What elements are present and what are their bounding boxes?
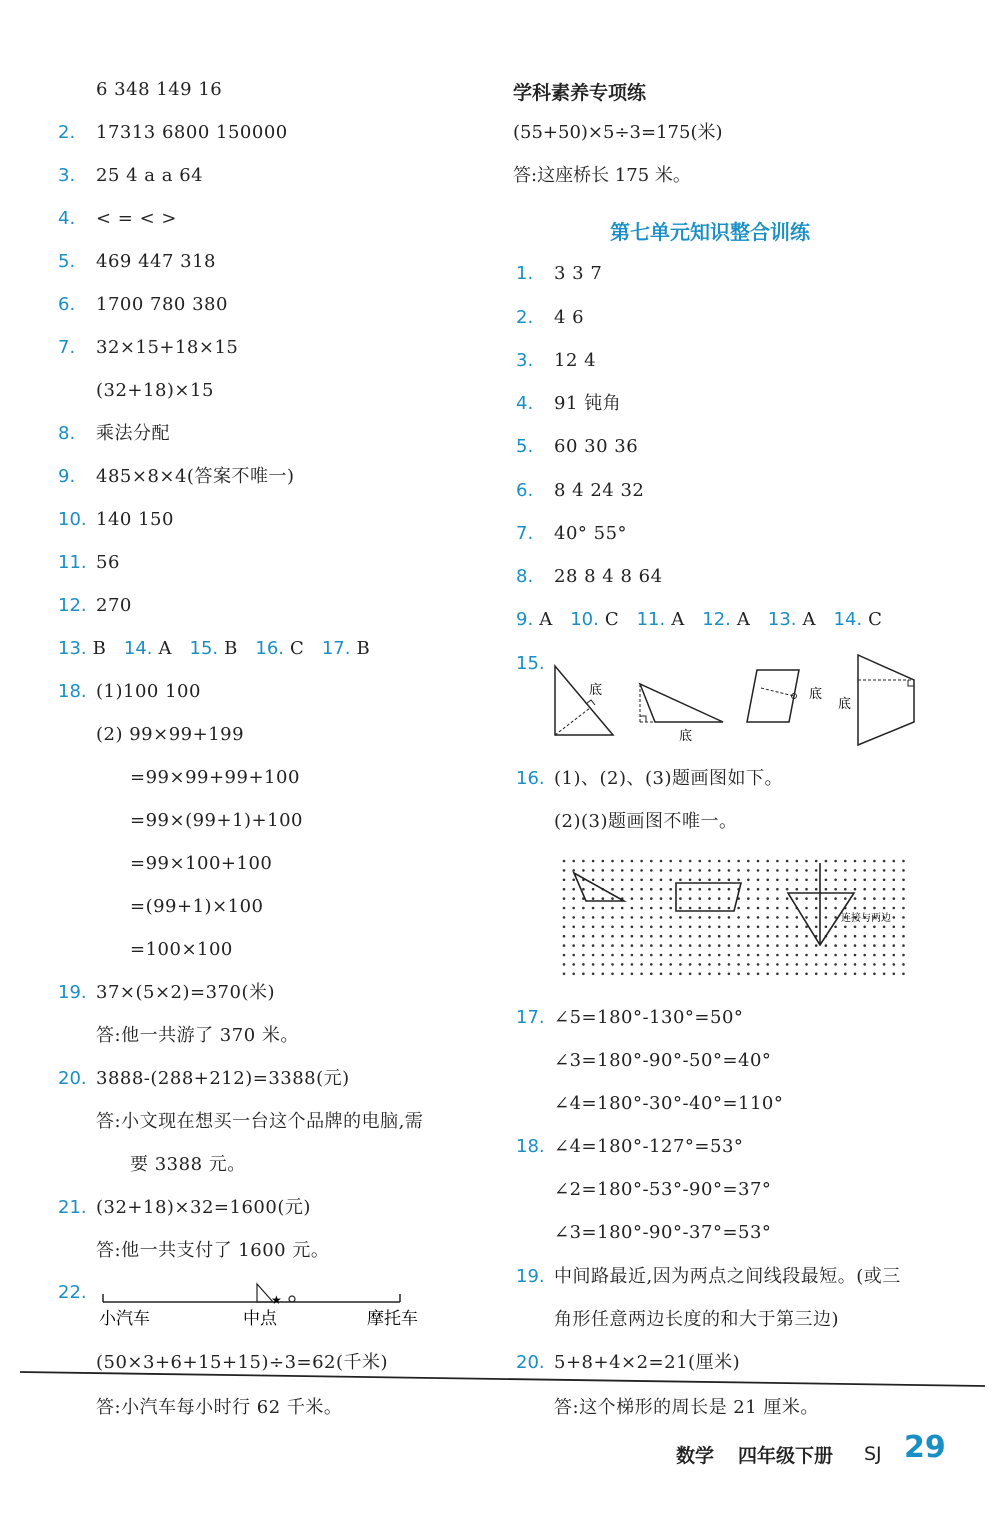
item-number: 3.: [58, 165, 76, 186]
svg-text:底: 底: [589, 683, 603, 698]
item-number: 11.: [58, 552, 87, 573]
answer-text: 60 30 36: [554, 436, 639, 457]
answer-text: =100×100: [130, 939, 233, 960]
answer-text: 25 4 a a 64: [96, 165, 204, 186]
answer-text: (2) 99×99+199: [96, 724, 245, 745]
item-number: 8.: [516, 566, 534, 587]
item-number: 18.: [516, 1136, 545, 1157]
item-number: 9.: [58, 466, 76, 487]
item-number: 18.: [58, 681, 87, 702]
left-answer-row: [58, 551, 120, 575]
item-number: 20.: [516, 1352, 545, 1373]
right-answer-row: [516, 1135, 743, 1159]
right-answer-row: [516, 767, 783, 791]
left-answer-row: [130, 852, 272, 876]
item-number: 19.: [58, 982, 87, 1003]
page-number: 29: [904, 1430, 946, 1465]
svg-text:底: 底: [809, 687, 823, 702]
item-number: 6.: [58, 294, 76, 315]
moto-label: 摩托车: [367, 1309, 418, 1329]
answer-text: (50×3+6+15+15)÷3=62(千米): [96, 1352, 389, 1373]
grid-note: 连接与两边: [841, 913, 891, 924]
answer-text: 469 447 318: [96, 251, 217, 272]
left-answer-row: [58, 207, 177, 231]
item-number: 8.: [58, 423, 76, 444]
section-title: 第七单元知识整合训练: [610, 220, 810, 244]
answer-text: 91 钝角: [554, 393, 622, 414]
footer-code: SJ: [864, 1443, 882, 1465]
left-answer-row: [58, 680, 201, 704]
left-answer-row: [58, 293, 228, 317]
right-answer-row: [516, 392, 621, 416]
right-answer-row: [516, 1308, 839, 1332]
mcq-item: 13. B: [58, 638, 106, 659]
right-answer-row: [516, 1092, 783, 1116]
answer-text: 要 3388 元。: [130, 1154, 246, 1175]
answer-text: 37×(5×2)=370(米): [96, 982, 276, 1003]
item-number: 19.: [516, 1266, 545, 1287]
answer-text: 角形任意两边长度的和大于第三边): [554, 1309, 840, 1330]
left-answer-row: [58, 1024, 299, 1048]
right-answer-row: [516, 810, 738, 834]
left-answer-row: [58, 1110, 423, 1134]
right-answer-row: [516, 1396, 819, 1420]
answer-text: 40° 55°: [554, 523, 628, 544]
right-top-row: 答:这座桥长 175 米。: [513, 165, 691, 186]
right-answer-row: [516, 1006, 743, 1030]
answer-text: 8 4 24 32: [554, 480, 645, 501]
item-number: 4.: [58, 208, 76, 229]
left-answer-row: [58, 121, 288, 145]
answer-text: 中间路最近,因为两点之间线段最短。(或三: [554, 1266, 901, 1287]
answer-text: 答:小汽车每小时行 62 千米。: [96, 1397, 343, 1418]
item-number: 5.: [58, 251, 76, 272]
right-answer-row: [516, 479, 644, 503]
star-icon: ★: [271, 1293, 282, 1307]
q22-number-line: [95, 1278, 435, 1338]
mcq-item: 14. A: [123, 638, 172, 659]
left-answer-row: [58, 422, 170, 446]
footer-grade: 四年级下册: [738, 1445, 834, 1467]
item-number: 16.: [516, 768, 545, 789]
answer-text: (1)、(2)、(3)题画图如下。: [554, 768, 783, 789]
item-number: 17.: [516, 1007, 545, 1028]
svg-text:底: 底: [838, 697, 852, 712]
mcq-item: 15. B: [189, 638, 238, 659]
item-number: 7.: [516, 523, 534, 544]
answer-text: =99×(99+1)+100: [130, 810, 303, 831]
answer-text: 3 3 7: [554, 263, 603, 284]
answer-text: 485×8×4(答案不唯一): [96, 466, 295, 487]
right-answer-row: [516, 522, 627, 546]
answer-text: 答:小文现在想买一台这个品牌的电脑,需: [96, 1111, 424, 1132]
answer-text: 乘法分配: [96, 423, 170, 444]
right-answer-row: [516, 262, 602, 286]
left-answer-row: [58, 1196, 311, 1220]
answer-text: 32×15+18×15: [96, 337, 239, 358]
answer-text: =(99+1)×100: [130, 896, 264, 917]
mcq-item: 12. A: [702, 609, 750, 630]
answer-text: ∠4=180°-30°-40°=110°: [554, 1093, 784, 1114]
answer-text: 5+8+4×2=21(厘米): [554, 1352, 741, 1373]
left-mcq-row: [58, 637, 388, 661]
answer-text: (32+18)×32=1600(元): [96, 1197, 311, 1218]
left-answer-row: [58, 1239, 329, 1263]
answer-text: 1700 780 380: [96, 294, 228, 315]
mcq-item: 11. A: [636, 609, 685, 630]
answer-text: 4 6: [554, 307, 585, 328]
left-answer-row: [58, 1396, 342, 1420]
q15-number: 15.: [516, 653, 545, 674]
answer-text: 12 4: [554, 350, 597, 371]
left-answer-row: [58, 336, 238, 360]
mcq-item: 14. C: [833, 609, 882, 630]
left-answer-row: [58, 981, 275, 1005]
mcq-item: 17. B: [321, 638, 370, 659]
item-number: 7.: [58, 337, 76, 358]
item-number: 20.: [58, 1068, 87, 1089]
left-answer-row: [58, 465, 294, 489]
q22-number: 22.: [58, 1282, 87, 1303]
item-number: 2.: [58, 122, 76, 143]
answer-text: 答:他一共支付了 1600 元。: [96, 1240, 330, 1261]
item-number: 10.: [58, 509, 87, 530]
left-answer-row: [58, 78, 222, 102]
item-number: 2.: [516, 307, 534, 328]
left-answer-row: [58, 594, 132, 618]
answer-text: 6 348 149 16: [96, 79, 223, 100]
left-answer-row: [130, 895, 264, 919]
item-number: 21.: [58, 1197, 87, 1218]
answer-text: 56: [96, 552, 120, 573]
answer-text: 答:这个梯形的周长是 21 厘米。: [554, 1397, 819, 1418]
left-answer-row: [130, 1153, 246, 1177]
svg-text:底: 底: [679, 729, 693, 744]
right-answer-row: [516, 1049, 771, 1073]
item-number: 3.: [516, 350, 534, 371]
q15-shapes: [545, 650, 925, 750]
right-answer-row: [516, 435, 638, 459]
midpoint-label: 中点: [243, 1309, 277, 1329]
mcq-item: 13. A: [767, 609, 816, 630]
answer-text: ∠2=180°-53°-90°=37°: [554, 1179, 772, 1200]
left-answer-row: [58, 723, 244, 747]
item-number: 4.: [516, 393, 534, 414]
left-answer-row: [58, 1067, 350, 1091]
answer-text: (1)100 100: [96, 681, 201, 702]
mcq-item: 9. A: [516, 609, 553, 630]
item-number: 6.: [516, 480, 534, 501]
answer-text: (2)(3)题画图不唯一。: [554, 811, 738, 832]
item-number: 12.: [58, 595, 87, 616]
item-number: 5.: [516, 436, 534, 457]
circle-icon: [289, 1296, 295, 1302]
left-answer-row: [130, 766, 300, 790]
left-answer-row: [58, 164, 203, 188]
left-answer-row: [58, 508, 174, 532]
answer-text: 28 8 4 8 64: [554, 566, 663, 587]
answer-text: ∠3=180°-90°-50°=40°: [554, 1050, 772, 1071]
q16-dot-grid: [556, 855, 911, 980]
answer-text: (32+18)×15: [96, 380, 214, 401]
left-answer-row: [58, 379, 214, 403]
answer-text: ∠3=180°-90°-37°=53°: [554, 1222, 772, 1243]
left-answer-row: [58, 250, 216, 274]
right-top-row: (55+50)×5÷3=175(米): [513, 122, 723, 143]
left-answer-row: [130, 809, 303, 833]
answer-text: < = < >: [96, 208, 177, 229]
right-answer-row: [516, 306, 584, 330]
answer-text: 270: [96, 595, 132, 616]
answer-text: =99×99+99+100: [130, 767, 300, 788]
answer-text: 3888-(288+212)=3388(元): [96, 1068, 350, 1089]
footer-subject: 数学: [676, 1445, 715, 1467]
answer-text: 答:他一共游了 370 米。: [96, 1025, 299, 1046]
answer-text: ∠4=180°-127°=53°: [554, 1136, 744, 1157]
mcq-item: 10. C: [570, 609, 619, 630]
answer-text: ∠5=180°-130°=50°: [554, 1007, 744, 1028]
answer-text: =99×100+100: [130, 853, 273, 874]
right-answer-row: [516, 349, 596, 373]
right-heading: 学科素养专项练: [513, 82, 647, 104]
left-answer-row: [130, 938, 233, 962]
right-mcq-row: [516, 608, 900, 632]
bottom-divider: [0, 1368, 1003, 1390]
item-number: 1.: [516, 263, 534, 284]
right-answer-row: [516, 1178, 771, 1202]
mcq-item: 16. C: [255, 638, 304, 659]
answer-text: 17313 6800 150000: [96, 122, 288, 143]
right-answer-row: [516, 1265, 901, 1289]
car-label: 小汽车: [99, 1309, 150, 1329]
right-answer-row: [516, 1221, 771, 1245]
answer-text: 140 150: [96, 509, 174, 530]
right-answer-row: [516, 565, 663, 589]
